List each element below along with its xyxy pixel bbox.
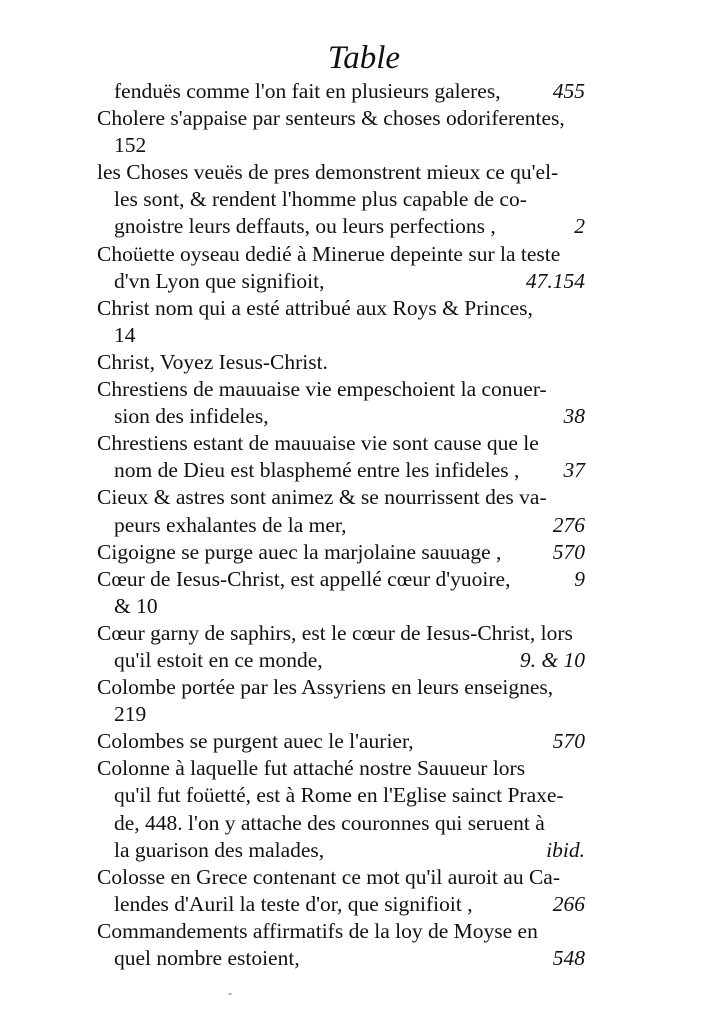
- page-reference: 2: [574, 214, 585, 239]
- entry-text: Cholere s'appaise par senteurs & choses odoriferentes,: [97, 106, 565, 131]
- index-line: [97, 620, 587, 647]
- index-line: [97, 593, 587, 620]
- entry-text: sion des infideles,: [114, 404, 269, 429]
- index-line: [97, 457, 587, 484]
- index-line: [97, 132, 587, 159]
- page-reference: 9: [574, 566, 585, 591]
- page-reference: 455: [552, 79, 585, 103]
- entry-text: nom de Dieu est blasphemé entre les infideles ,: [114, 458, 520, 483]
- index-line: [97, 241, 587, 268]
- entry-text: qu'il fut foüetté, est à Rome en l'Eglise sainct Praxe-: [114, 783, 564, 808]
- index-line: [97, 945, 587, 972]
- index-line: [97, 755, 587, 782]
- index-line: [97, 322, 587, 349]
- entry-text: quel nombre estoient,: [114, 946, 300, 970]
- entry-text: Colonne à laquelle fut attaché nostre Sauueur lors: [97, 756, 526, 781]
- index-line: [97, 105, 587, 132]
- index-line: [97, 186, 587, 213]
- entry-text: Christ nom qui a esté attribué aux Roys & Princes,: [97, 295, 533, 320]
- index-line: [97, 349, 587, 376]
- index-line: [97, 918, 587, 945]
- entry-text: de, 448. l'on y attache des couronnes qui seruent à: [114, 810, 545, 835]
- index-line: [97, 810, 587, 837]
- entry-text: Cigoigne se purge auec la marjolaine sauuage ,: [97, 539, 502, 564]
- index-entries: [97, 78, 587, 972]
- page-reference: 570: [552, 729, 585, 754]
- entry-text: Cieux & astres sont animez & se nourrissent des va-: [97, 485, 547, 510]
- index-line: [97, 674, 587, 701]
- entry-text: fenduës comme l'on fait en plusieurs galeres,: [114, 79, 501, 103]
- index-line: [97, 78, 587, 105]
- page-reference: 266: [552, 891, 585, 916]
- page-reference: & 10: [114, 593, 158, 618]
- index-line: [97, 213, 587, 240]
- entry-text: Commandements affirmatifs de la loy de Moyse en: [97, 918, 538, 943]
- entry-text: Christ, Voyez Iesus-Christ.: [97, 349, 328, 374]
- entry-text: peurs exhalantes de la mer,: [114, 512, 347, 537]
- entry-text: lendes d'Auril la teste d'or, que signifioit ,: [114, 891, 473, 916]
- entry-text: qu'il estoit en ce monde,: [114, 647, 323, 672]
- index-line: [97, 512, 587, 539]
- index-line: [97, 566, 587, 593]
- entry-text: Colosse en Grece contenant ce mot qu'il auroit au Ca-: [97, 864, 560, 889]
- page-reference: 14: [114, 322, 136, 347]
- page-reference: 219: [114, 702, 147, 727]
- index-line: [97, 484, 587, 511]
- page-reference: 548: [552, 946, 585, 970]
- index-line: [97, 376, 587, 403]
- entry-text: la guarison des malades,: [114, 837, 325, 862]
- entry-text: d'vn Lyon que signifioit,: [114, 268, 325, 293]
- index-line: [97, 728, 587, 755]
- index-line: [97, 837, 587, 864]
- index-line: [97, 295, 587, 322]
- entry-text: Colombe portée par les Assyriens en leurs enseignes,: [97, 675, 554, 700]
- page-reference: 47.154: [525, 268, 585, 293]
- page-reference: 9. & 10: [519, 647, 585, 672]
- entry-text: Chrestiens de mauuaise vie empeschoient la conuer-: [97, 377, 547, 402]
- entry-text: les sont, & rendent l'homme plus capable de co-: [114, 187, 527, 212]
- index-line: [97, 403, 587, 430]
- entry-text: Choüette oyseau dedié à Minerue depeinte sur la teste: [97, 241, 561, 266]
- entry-text: Cœur garny de saphirs, est le cœur de Iesus-Christ, lors: [97, 620, 573, 645]
- index-line: [97, 430, 587, 457]
- footer-mark: -: [228, 986, 232, 1000]
- index-line: [97, 268, 587, 295]
- index-line: [97, 647, 587, 674]
- page-reference: 37: [563, 458, 585, 483]
- page-reference: ibid.: [546, 837, 585, 862]
- index-line: [97, 782, 587, 809]
- entry-text: les Choses veuës de pres demonstrent mieux ce qu'el-: [97, 160, 559, 185]
- index-line: [97, 539, 587, 566]
- page-reference: 570: [552, 539, 585, 564]
- index-line: [97, 701, 587, 728]
- index-line: [97, 891, 587, 918]
- entry-text: gnoistre leurs deffauts, ou leurs perfections ,: [114, 214, 496, 239]
- entry-text: Cœur de Iesus-Christ, est appellé cœur d'yuoire,: [97, 566, 511, 591]
- entry-text: Chrestiens estant de mauuaise vie sont cause que le: [97, 431, 539, 456]
- page-reference: 152: [114, 133, 147, 158]
- page-reference: 38: [563, 404, 585, 429]
- index-line: [97, 159, 587, 186]
- page-reference: 276: [552, 512, 585, 537]
- entry-text: Colombes se purgent auec le l'aurier,: [97, 729, 414, 754]
- page-heading: Table: [327, 40, 401, 76]
- index-line: [97, 864, 587, 891]
